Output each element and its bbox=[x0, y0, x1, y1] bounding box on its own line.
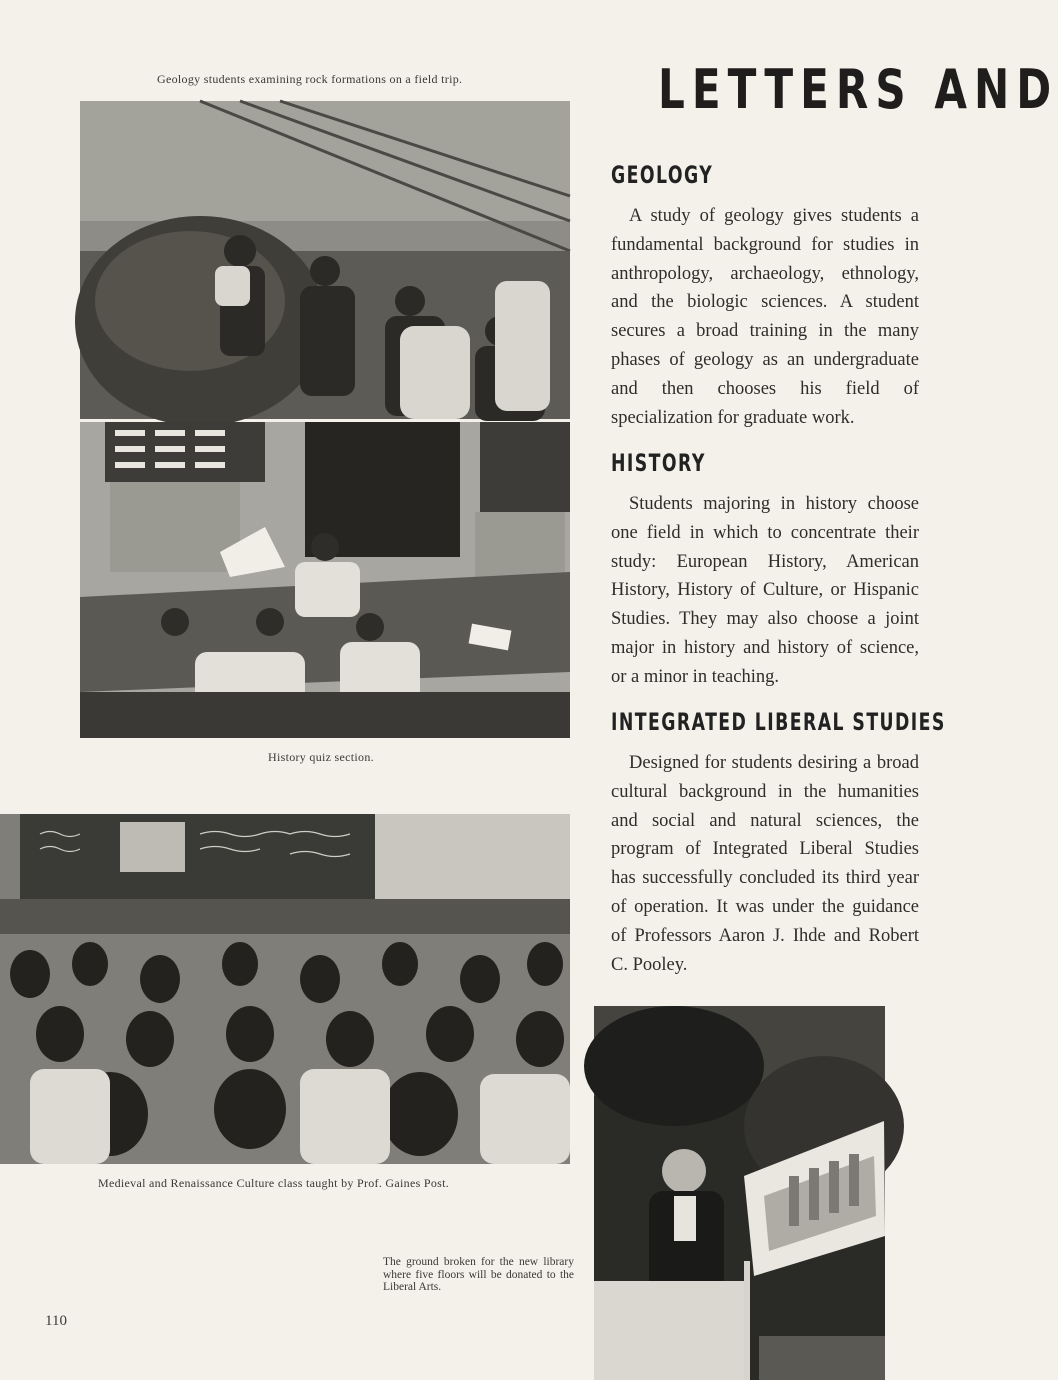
geology-section-title: GEOLOGY bbox=[611, 161, 714, 189]
library-photo-caption: The ground broken for the new library where five floors will be donated to the Liberal Arts. bbox=[383, 1256, 574, 1293]
history-quiz-section-photo bbox=[80, 422, 570, 738]
library-ground-breaking-photo bbox=[594, 1006, 885, 1380]
medieval-photo-caption: Medieval and Renaissance Culture class taught by Prof. Gaines Post. bbox=[98, 1176, 450, 1190]
integrated-liberal-studies-section-body: Designed for students desiring a broad cultural background in the humanities and social and natural sciences, the program of Integrated Liberal Studies has successfully concluded its third year of operation. It was under the guidance of Professors Aaron J. Ihde and Robert C. Pooley. bbox=[611, 753, 919, 975]
page-number: 110 bbox=[45, 1313, 67, 1329]
geology-photo-caption: Geology students examining rock formations on a field trip. bbox=[157, 72, 463, 86]
geology-field-trip-photo bbox=[80, 101, 570, 419]
history-photo-caption: History quiz section. bbox=[268, 750, 374, 764]
history-section-title: HISTORY bbox=[611, 449, 706, 477]
page-heading: LETTERS AND bbox=[658, 58, 1058, 121]
medieval-renaissance-class-photo bbox=[0, 814, 570, 1164]
history-section-body: Students majoring in history choose one field in which to concentrate their study: European History, American History, History of Culture, or Hispanic Studies. They may also choose a joint major in history and history of science, or a minor in teaching. bbox=[611, 494, 919, 687]
integrated-liberal-studies-section-title: INTEGRATED LIBERAL STUDIES bbox=[611, 708, 946, 736]
geology-section-body: A study of geology gives students a fundamental background for studies in anthropology, archaeology, ethnology, and the biologic sciences. A student secures a broad training in the many phases of geology as an undergraduate and then chooses his field of specialization for graduate work. bbox=[611, 206, 919, 428]
